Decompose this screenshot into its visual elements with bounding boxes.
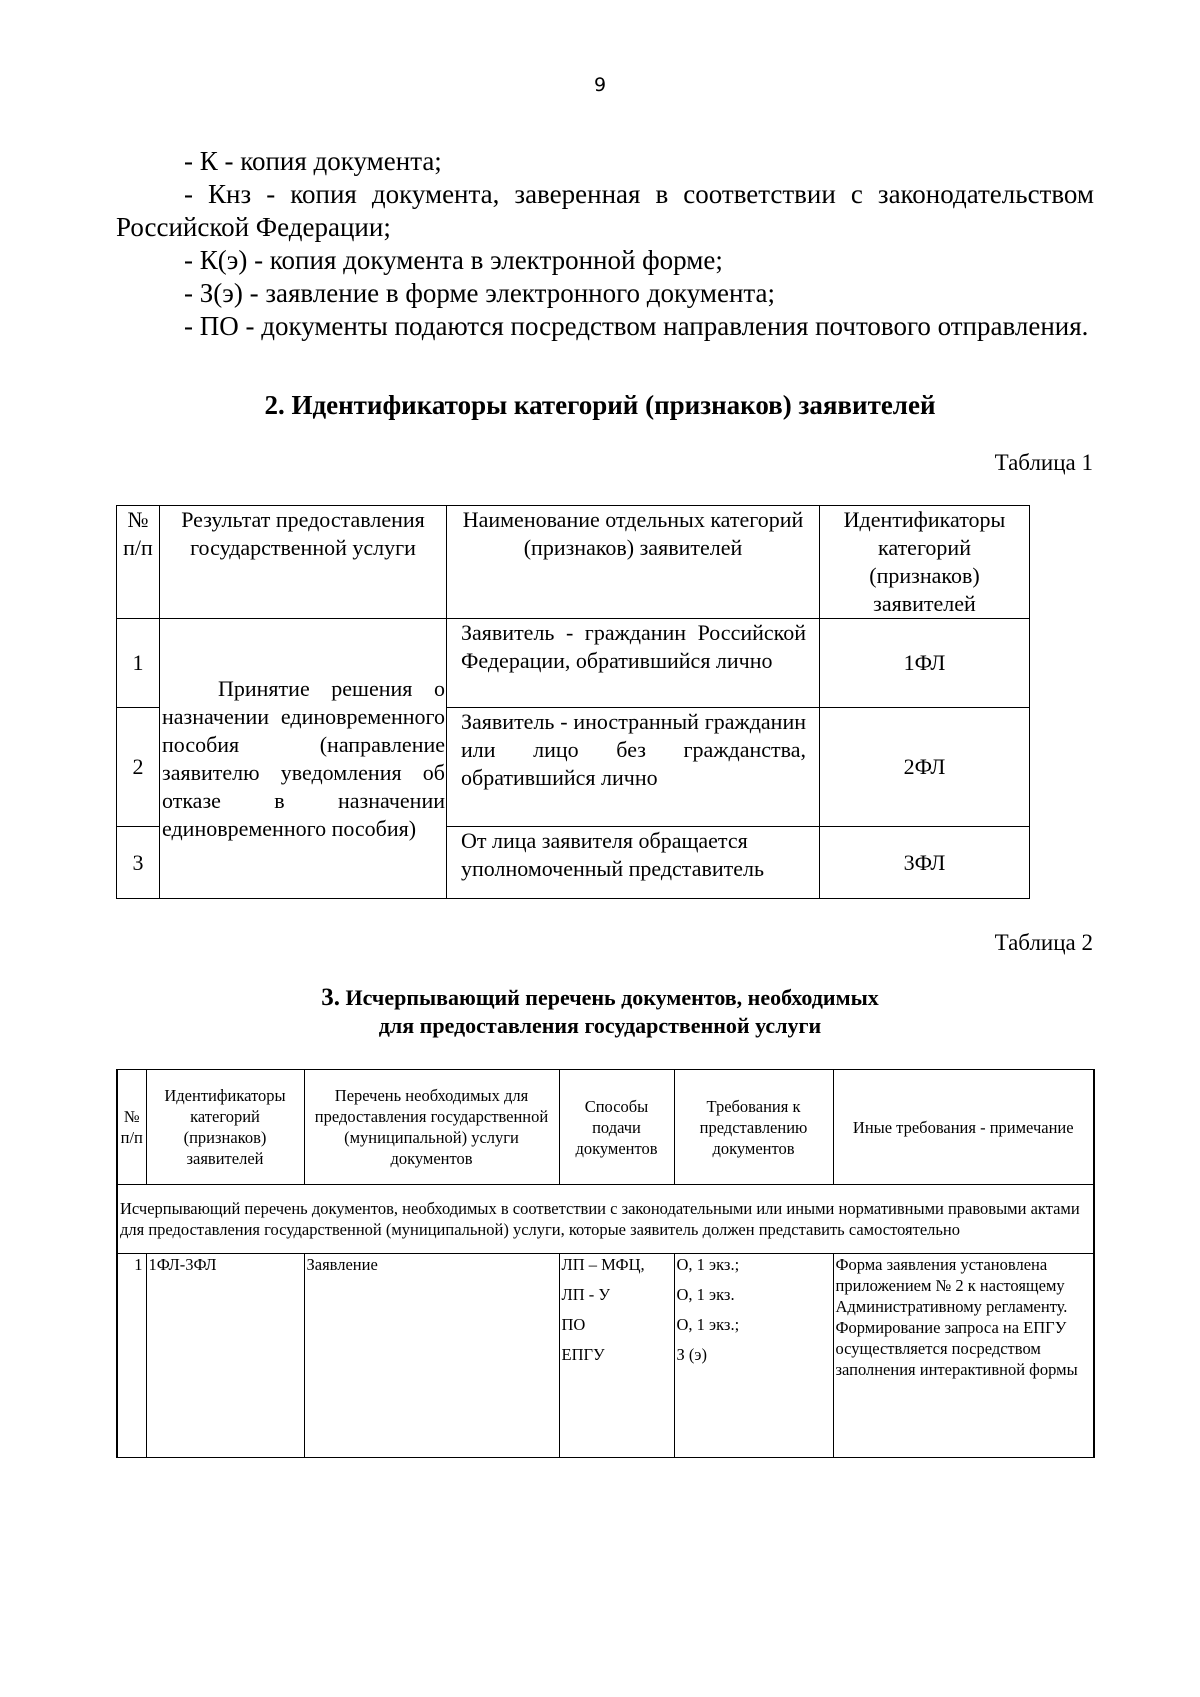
method-item: ЕПГУ: [561, 1345, 605, 1364]
identifier-cell: 3ФЛ: [820, 827, 1030, 899]
section-2-title: 2. Идентификаторы категорий (признаков) заявителей: [264, 390, 936, 420]
abbreviation-legend: [116, 145, 1094, 343]
table-2-caption: Таблица 2: [994, 930, 1093, 955]
table-row: [117, 619, 1030, 708]
requirement-item: О, 1 экз.;: [676, 1255, 740, 1274]
row-number: 2: [117, 708, 160, 827]
legend-item: - З(э) - заявление в форме электронного документа;: [184, 278, 776, 308]
header-notes: Иные требования - примечание: [833, 1070, 1094, 1185]
legend-item: - ПО - документы подаются посредством направления почтового отправления.: [184, 311, 1089, 341]
submission-methods-cell: [559, 1254, 674, 1458]
requirements-cell: [674, 1254, 833, 1458]
section-3-title: [0, 984, 1200, 1040]
table-header-row: [117, 506, 1030, 619]
requirement-item: О, 1 экз.: [676, 1285, 735, 1304]
required-documents-table: [116, 1069, 1095, 1458]
table-row: [117, 1254, 1094, 1458]
document-cell: Заявление: [304, 1254, 559, 1458]
header-submission-methods: Способы подачи документов: [559, 1070, 674, 1185]
requirement-item: З (э): [676, 1345, 707, 1364]
section-row-text: Исчерпывающий перечень документов, необходимых в соответствии с законодательными или иными нормативными правовыми актами для предоставления государственной (муниципальной) услуги, которые заявитель должен представить самостоятельно: [117, 1185, 1094, 1254]
section-3-title-line-1: 3. Исчерпывающий перечень документов, необходимых: [321, 984, 879, 1011]
table-header-row: [117, 1070, 1094, 1185]
category-cell: Заявитель - гражданин Российской Федерации, обратившийся лично: [447, 619, 820, 708]
applicant-categories-table: [116, 505, 1030, 899]
row-number: 1: [117, 619, 160, 708]
identifier-cell: 1ФЛ: [820, 619, 1030, 708]
section-row: [117, 1185, 1094, 1254]
page-number: 9: [593, 74, 607, 96]
header-number: № п/п: [117, 506, 160, 619]
legend-item: - К(э) - копия документа в электронной форме;: [184, 245, 723, 275]
row-number: 1: [117, 1254, 146, 1458]
method-item: ЛП – МФЦ,: [561, 1255, 645, 1274]
identifier-cell: 1ФЛ-3ФЛ: [146, 1254, 304, 1458]
table-1-caption: Таблица 1: [994, 450, 1093, 475]
method-item: ПО: [561, 1315, 586, 1334]
header-number: № п/п: [117, 1070, 146, 1185]
category-cell: Заявитель - иностранный гражданин или лицо без гражданства, обратившийся лично: [447, 708, 820, 827]
header-result: Результат предоставления государственной услуги: [160, 506, 447, 619]
legend-item: - Кнз - копия документа, заверенная в соответствии с законодательством Российской Федерации;: [116, 179, 1094, 242]
method-item: ЛП - У: [561, 1285, 611, 1304]
requirement-item: О, 1 экз.;: [676, 1315, 740, 1334]
header-identifiers: Идентификаторы категорий (признаков) заявителей: [146, 1070, 304, 1185]
legend-item: - К - копия документа;: [184, 146, 442, 176]
result-cell: Принятие решения о назначении единовременного пособия (направление заявителю уведомления об отказе в назначении единовременного пособия): [160, 619, 447, 899]
note-cell: Форма заявления установлена приложением № 2 к настоящему Административному регламенту. Формирование запроса на ЕПГУ осуществляется посредством заполнения интерактивной формы: [833, 1254, 1094, 1458]
header-documents: Перечень необходимых для предоставления государственной (муниципальной) услуги документов: [304, 1070, 559, 1185]
section-3-title-line-2: для предоставления государственной услуги: [378, 1013, 822, 1038]
row-number: 3: [117, 827, 160, 899]
category-cell: От лица заявителя обращается уполномоченный представитель: [447, 827, 820, 899]
header-identifiers: Идентификаторы категорий (признаков) заявителей: [820, 506, 1030, 619]
header-requirements: Требования к представлению документов: [674, 1070, 833, 1185]
identifier-cell: 2ФЛ: [820, 708, 1030, 827]
header-category-name: Наименование отдельных категорий (признаков) заявителей: [447, 506, 820, 619]
